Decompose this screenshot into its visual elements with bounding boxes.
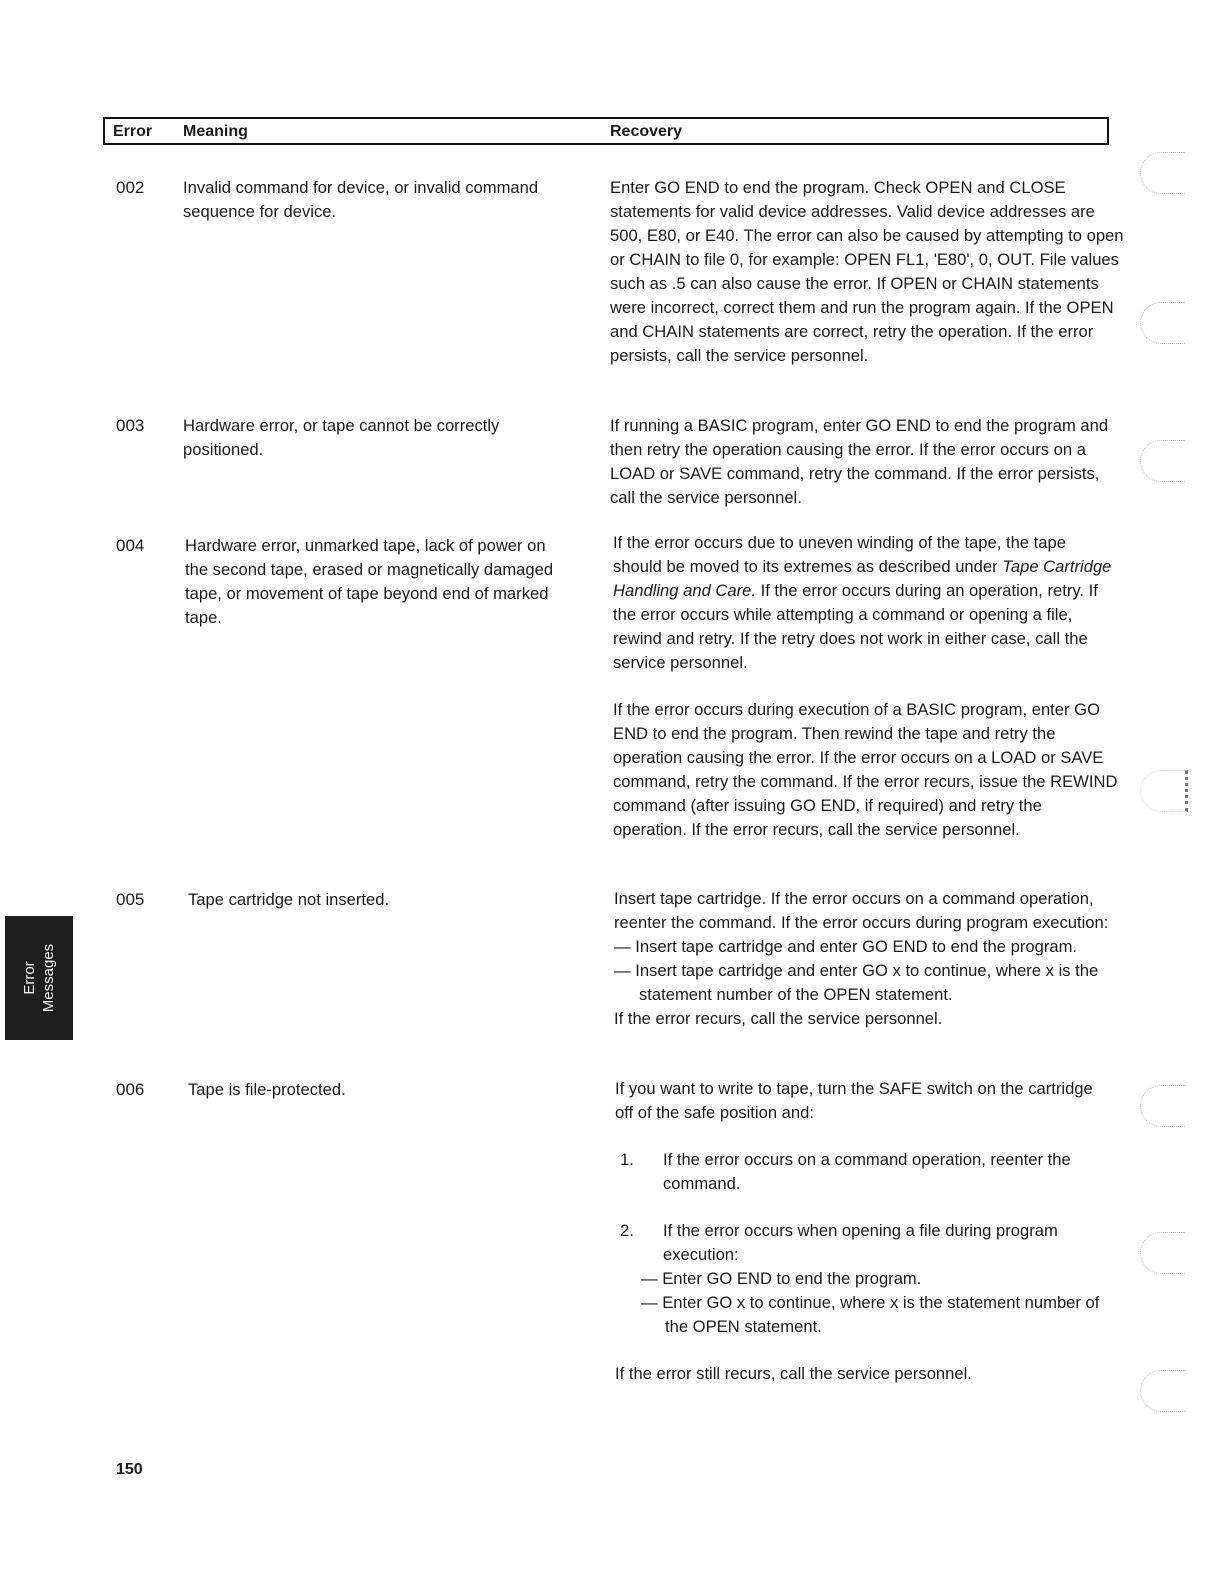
binder-hole-mark (1140, 440, 1185, 482)
recovery-paragraph: If the error occurs due to uneven winding of the tape, the tape should be moved to its extremes as described under Tape Cartridge Handling and Care. If the error occurs during an operation, retry. If the error occurs while attempting a command or opening a file, rewind and retry. If the retry does not work in either case, call the service personnel. (613, 533, 1112, 672)
recovery-closing: If the error still recurs, call the service personnel. (615, 1364, 972, 1383)
error-meaning: Tape is file-protected. (188, 1080, 346, 1099)
error-code: 002 (116, 178, 145, 197)
binder-hole-mark (1140, 152, 1185, 194)
step-number: 2. (620, 1221, 634, 1240)
header-recovery: Recovery (610, 123, 683, 140)
error-code: 005 (116, 890, 145, 909)
recovery-intro: Insert tape cartridge. If the error occurs on a command operation, reenter the command. If the error occurs during program execution: (614, 889, 1109, 932)
binder-hole-mark (1140, 1085, 1185, 1127)
error-recovery: If running a BASIC program, enter GO END to end the program and then retry the operation causing the error. If the error occurs on a LOAD or SAVE command, retry the command. If the error persists, call the service personnel. (610, 416, 1109, 507)
error-recovery (614, 887, 1129, 1031)
table-header (103, 117, 1109, 145)
error-code: 003 (116, 416, 145, 435)
recovery-dash-item: — Enter GO END to end the program. (641, 1269, 922, 1288)
header-meaning: Meaning (183, 123, 248, 140)
error-code: 004 (116, 536, 145, 555)
manual-title-reference: Tape Cartridge Handling and Care. (613, 557, 1112, 600)
recovery-intro: If you want to write to tape, turn the SAFE switch on the cartridge off of the safe position and: (615, 1079, 1093, 1122)
header-error: Error (113, 123, 153, 140)
recovery-dash-item: — Insert tape cartridge and enter GO x to continue, where x is the statement number of the OPEN statement. (614, 961, 1099, 1004)
error-meaning: Tape cartridge not inserted. (188, 890, 390, 909)
page-number: 150 (116, 1461, 143, 1478)
step-text: If the error occurs on a command operation, reenter the command. (663, 1150, 1071, 1193)
error-meaning: Invalid command for device, or invalid command sequence for device. (183, 178, 539, 221)
error-code: 006 (116, 1080, 145, 1099)
error-recovery (613, 531, 1118, 842)
recovery-step (615, 1148, 1115, 1196)
binder-hole-mark (1140, 302, 1185, 344)
section-tab (5, 916, 73, 1040)
binder-hole-mark (1140, 1370, 1185, 1412)
error-meaning: Hardware error, unmarked tape, lack of power on the second tape, erased or magnetically damaged tape, or movement of tape beyond end of marked tape. (185, 536, 554, 627)
error-recovery: Enter GO END to end the program. Check OPEN and CLOSE statements for valid device addresses. Valid device addresses are 500, E80, or E40. The error can also be caused by attempting to open or CHAIN to file 0, for example: OPEN FL1, 'E80', 0, OUT. File values such as .5 can also cause the error. If OPEN or CHAIN statements were incorrect, correct them and run the program again. If the OPEN and CHAIN statements are correct, retry the operation. If the error persists, call the service personnel. (610, 178, 1124, 365)
binder-hole-mark (1140, 770, 1188, 812)
recovery-dash-item: — Insert tape cartridge and enter GO END to end the program. (614, 937, 1078, 956)
recovery-paragraph: If the error occurs during execution of a BASIC program, enter GO END to end the program. Then rewind the tape and retry the operation causing the error. If the error occurs on a LOAD or SAVE command, retry the command. If the error recurs, issue the REWIND command (after issuing GO END, if required) and retry the operation. If the error recurs, call the service personnel. (613, 700, 1118, 839)
step-number: 1. (620, 1150, 634, 1169)
recovery-closing: If the error recurs, call the service personnel. (614, 1009, 943, 1028)
section-tab-label: Error Messages (21, 943, 57, 1013)
error-recovery (615, 1077, 1115, 1386)
binder-hole-mark (1140, 1232, 1185, 1274)
step-text: If the error occurs when opening a file during program execution: (663, 1221, 1058, 1264)
recovery-dash-item: — Enter GO x to continue, where x is the statement number of the OPEN statement. (641, 1293, 1100, 1336)
recovery-step (615, 1219, 1115, 1267)
error-meaning: Hardware error, or tape cannot be correctly positioned. (183, 416, 500, 459)
